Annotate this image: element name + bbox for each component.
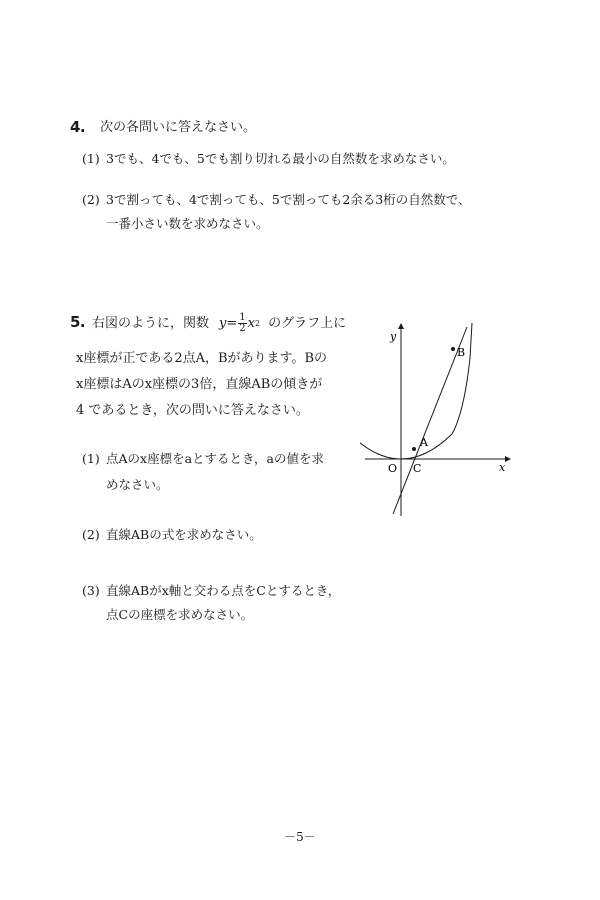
q5-item-3-label: (3) (82, 583, 100, 598)
q4-item-2-label: (2) (82, 192, 100, 207)
page-number: －5－ (284, 830, 316, 844)
q5-item-3-text-line-2: 点Cの座標を求めなさい。 (106, 607, 254, 622)
q5-item-3-text-line-1: 直線ABがx軸と交わる点をCとするとき， (106, 583, 341, 598)
point-a-label: A (420, 436, 428, 449)
q5-intro-post: のグラフ上に (268, 315, 347, 331)
q5-func-y: y (219, 315, 227, 331)
question-5-intro-line-4: 4 であるとき，次の問いに答えなさい。 (76, 403, 309, 418)
q5-intro-pre: 右図のように，関数 (92, 315, 210, 331)
q5-func-exponent: 2 (255, 318, 261, 328)
q5-func-numerator: 1 (239, 312, 246, 323)
question-4-number: 4. (70, 118, 86, 136)
parabola-figure (360, 318, 520, 523)
question-5-intro-line-2: x座標が正である2点A，Bがあります。Bの (76, 351, 328, 366)
point-b-label: B (457, 346, 466, 359)
point-c-label: C (413, 462, 422, 475)
x-axis-label: x (499, 461, 506, 474)
question-4-intro: 次の各問いに答えなさい。 (100, 120, 257, 135)
q4-item-2-text-line-1: 3で割っても、4で割っても、5で割っても2余る3桁の自然数で、 (106, 192, 471, 207)
q5-item-1-text-line-2: めなさい。 (106, 477, 169, 492)
question-5-intro-line-1 (92, 313, 346, 334)
q4-item-2-text-line-2: 一番小さい数を求めなさい。 (106, 216, 269, 231)
q5-func-x: x (247, 315, 255, 331)
q4-item-1-label: (1) (82, 151, 100, 166)
y-axis-label: y (390, 330, 397, 343)
q5-item-1-text-line-1: 点Aのx座標をaとするとき，aの値を求 (106, 451, 324, 466)
question-5-intro-line-3: x座標はAのx座標の3倍，直線ABの傾きが (76, 377, 323, 392)
question-5-number: 5. (70, 313, 86, 331)
q5-item-2-label: (2) (82, 527, 100, 542)
q5-func-eq: = (226, 315, 238, 331)
parabola-curve (360, 323, 472, 459)
q4-item-1-text: 3でも、4でも、5でも割り切れる最小の自然数を求めなさい。 (106, 151, 455, 166)
origin-label: O (388, 462, 398, 475)
line-ab (393, 327, 467, 514)
q5-func-fraction (238, 313, 246, 334)
point-a-marker (412, 447, 416, 451)
q5-item-2-text: 直線ABの式を求めなさい。 (106, 527, 262, 542)
point-b-marker (451, 347, 455, 351)
q5-func-denominator: 2 (239, 323, 246, 334)
q5-item-1-label: (1) (82, 451, 100, 466)
